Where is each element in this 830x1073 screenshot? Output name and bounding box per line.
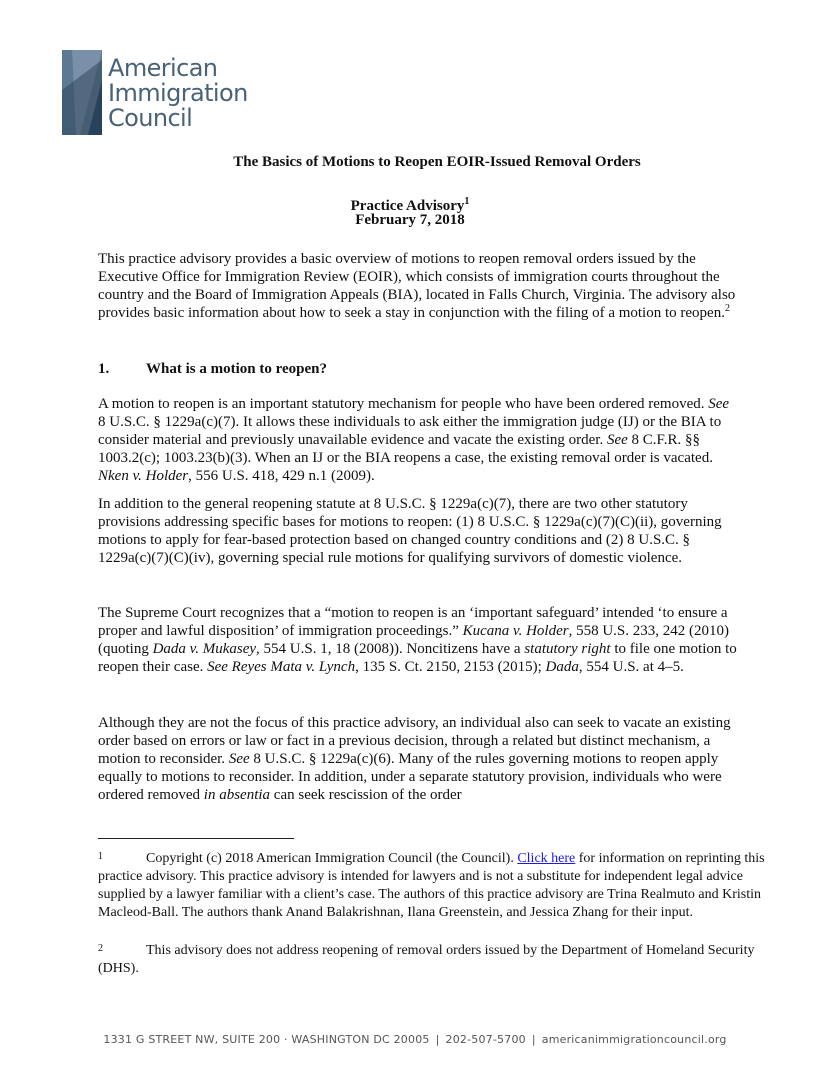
footnote-text: for information on reprinting this practice advisory. This practice advisory is intended for lawyers and is not a substitute for independent legal advice supplied by a lawyer familiar with a client’s case. The authors of this practice advisory are Trina Realmuto and Kristin Macleod-Ball. The authors thank Anand Balakrishnan, Ilana Greenstein, and Jessica Zhang for their input. xyxy=(98,851,765,920)
footnote-number: 2 xyxy=(98,943,103,954)
paragraph-1 xyxy=(98,395,738,485)
footnote-text: Copyright (c) 2018 American Immigration Council (the Council). xyxy=(146,851,518,866)
case-name: Nken v. Holder xyxy=(98,468,189,484)
footer-website[interactable]: americanimmigrationcouncil.org xyxy=(541,1033,727,1046)
text-run: A motion to reopen is an important statutory mechanism for people who have been ordered removed. xyxy=(98,396,709,412)
text-run: , 558 U.S. 233, 242 (2010) (quoting xyxy=(98,623,730,657)
document-title: The Basics of Motions to Reopen EOIR-Issued Removal Orders xyxy=(233,154,641,170)
text-run: 8 C.F.R. §§ 1003.2(c); 1003.23(b)(3). When an IJ or the BIA reopens a case, the existing removal order is vacated. xyxy=(98,432,713,466)
footnote-ref-2[interactable]: 2 xyxy=(724,303,730,314)
footnote-ref-1[interactable]: 1 xyxy=(464,196,470,207)
footnote-1 xyxy=(98,848,778,922)
text-run: Although they are not the focus of this practice advisory, an individual also can seek to vacate an existing order based on errors or law or fact in a previous decision, through a related but distinct mechanism, a motion to reconsider. xyxy=(98,715,731,767)
footer-phone: 202-507-5700 xyxy=(445,1033,526,1046)
intro-paragraph xyxy=(98,250,738,322)
citation-signal: See xyxy=(606,432,628,448)
emphasis: in absentia xyxy=(203,787,271,803)
intro-text: This practice advisory provides a basic overview of motions to reopen removal orders issued by the Executive Office for Immigration Review (EOIR), which consists of immigration courts throughout the country and the Board of Immigration Appeals (BIA), located in Falls Church, Virginia. The advisory also provides basic information about how to seek a stay in conjunction with the filing of a motion to reopen. xyxy=(98,251,736,321)
emphasis: statutory right xyxy=(524,641,611,657)
text-run: , 135 S. Ct. 2150, 2153 (2015); xyxy=(355,659,546,675)
logo-mark-icon xyxy=(62,50,102,135)
text-run: The Supreme Court recognizes that a “motion to reopen is an ‘important safeguard’ intended ‘to ensure a proper and lawful disposition’ of immigration proceedings.” xyxy=(98,605,728,639)
section-number: 1. xyxy=(98,361,110,377)
paragraph-2 xyxy=(98,495,738,567)
citation-signal: See Reyes Mata v. Lynch xyxy=(207,659,356,675)
logo-line-3: Council xyxy=(108,104,193,132)
logo-wordmark xyxy=(108,56,248,131)
citation-signal: See xyxy=(708,396,730,412)
paragraph-3 xyxy=(98,604,738,676)
paragraph-2-text: In addition to the general reopening statute at 8 U.S.C. § 1229a(c)(7), there are two other statutory provisions addressing specific bases for motions to reopen: (1) 8 U.S.C. § 1229a(c)(7)(C)(ii), governing motions to apply for fear-based protection based on changed country conditions and (2) 8 U.S.C. § 1229a(c)(7)(C)(iv), governing special rule motions for qualifying survivors of domestic violence. xyxy=(98,496,722,566)
page-footer xyxy=(0,1033,830,1046)
advisory-label-text: Practice Advisory xyxy=(350,198,465,214)
logo-line-1: American xyxy=(108,54,218,82)
text-run: 8 U.S.C. § 1229a(c)(7). It allows these individuals to ask either the immigration judge (IJ) or the BIA to consider material and previously unavailable evidence and vacate the existing order. xyxy=(98,414,722,448)
footnote-2 xyxy=(98,940,778,978)
text-run: 8 U.S.C. § 1229a(c)(6). Many of the rules governing motions to reopen apply equally to motions to reconsider. In addition, under a separate statutory provision, individuals who were ordered removed xyxy=(98,751,722,803)
section-heading xyxy=(98,361,327,378)
footer-separator: | xyxy=(435,1033,440,1046)
text-run: can seek rescission of the order xyxy=(270,787,462,803)
paragraph-4 xyxy=(98,714,738,804)
text-run: , 554 U.S. at 4–5. xyxy=(578,659,684,675)
footer-address: 1331 G STREET NW, SUITE 200 · WASHINGTON DC 20005 xyxy=(103,1033,430,1046)
text-run: , 554 U.S. 1, 18 (2008)). Noncitizens have a xyxy=(256,641,525,657)
document-date: February 7, 2018 xyxy=(355,212,465,228)
footer-separator: | xyxy=(531,1033,536,1046)
logo-line-2: Immigration xyxy=(108,79,248,107)
case-name: Dada v. Mukasey xyxy=(152,641,257,657)
footnote-number: 1 xyxy=(98,851,103,862)
case-name: Dada xyxy=(545,659,579,675)
section-title: What is a motion to reopen? xyxy=(146,361,327,377)
citation-signal: See xyxy=(228,751,250,767)
click-here-link[interactable]: Click here xyxy=(517,851,576,866)
organization-logo xyxy=(62,50,262,135)
footnote-divider xyxy=(98,838,294,839)
text-run: , 556 U.S. 418, 429 n.1 (2009). xyxy=(188,468,375,484)
case-name: Kucana v. Holder xyxy=(462,623,569,639)
footnote-text: This advisory does not address reopening of removal orders issued by the Department of Homeland Security (DHS). xyxy=(98,943,755,976)
text-run: to file one motion to reopen their case. xyxy=(98,641,737,675)
